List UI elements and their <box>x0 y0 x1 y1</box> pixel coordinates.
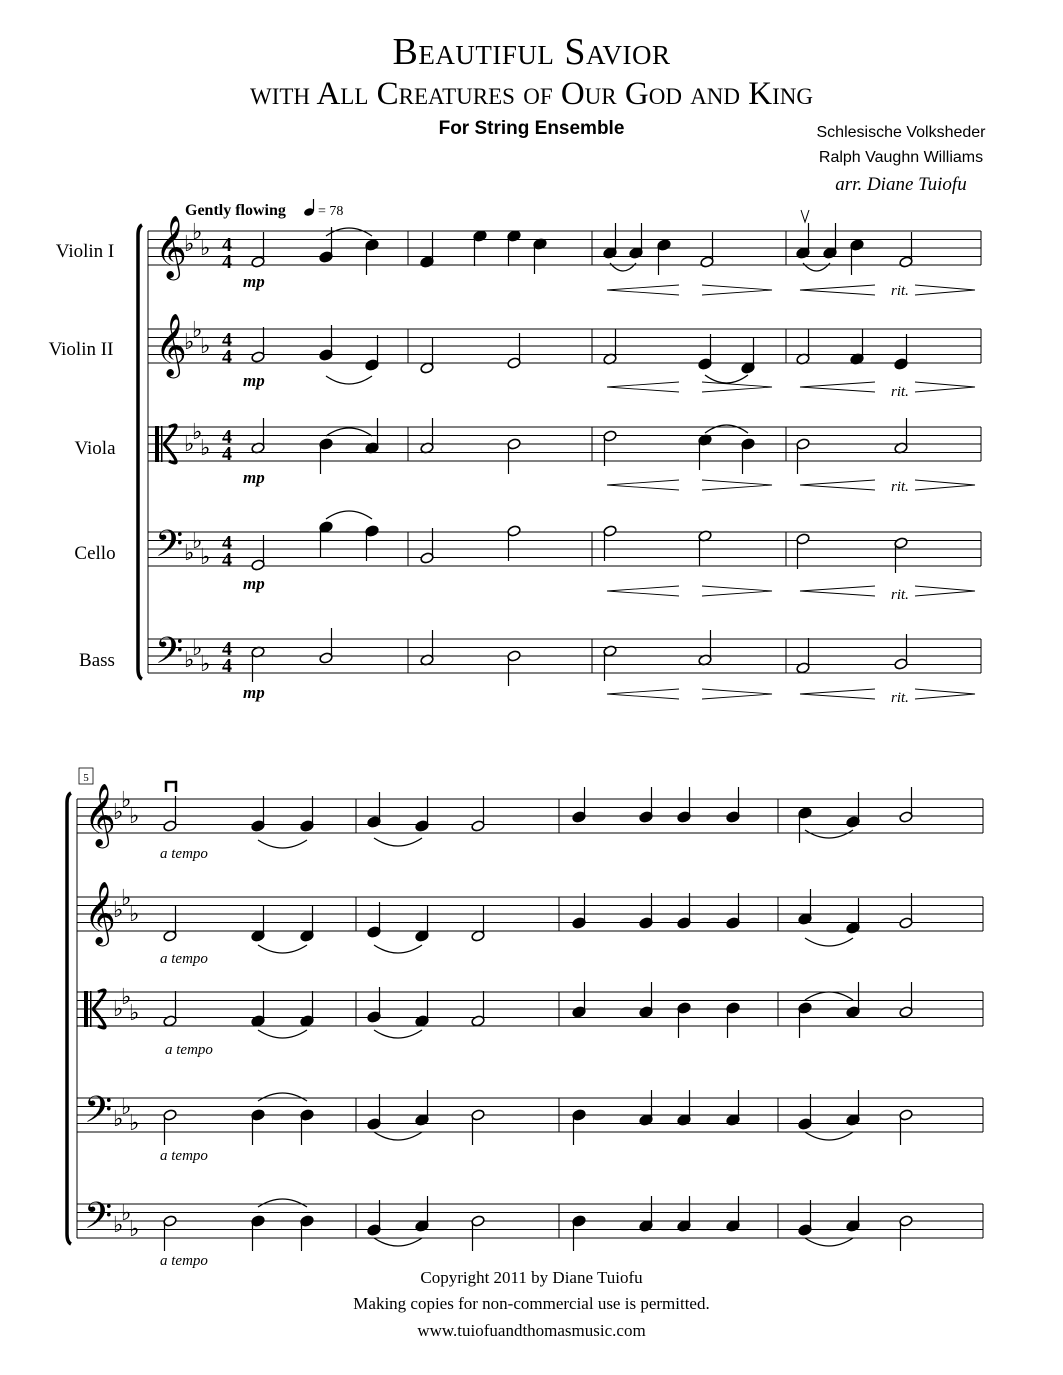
flat-icon: ♭ <box>192 219 203 244</box>
ritardando-mark: rit. <box>891 384 909 400</box>
dynamic-mp: mp <box>243 574 265 593</box>
slur <box>326 376 372 384</box>
piece-title: Beautiful Savior <box>392 31 671 73</box>
flat-icon: ♭ <box>129 1216 140 1241</box>
composer-credit-1: Schlesische Volksheder <box>816 124 986 141</box>
a-tempo-mark: a tempo <box>160 1253 208 1269</box>
time-signature-top: 4 <box>222 532 232 554</box>
slur <box>374 1132 422 1140</box>
system-bracket <box>67 793 71 1244</box>
bass-clef-icon: 𝄢 <box>84 1090 113 1139</box>
bass-clef-icon: 𝄢 <box>155 631 184 680</box>
flat-icon: ♭ <box>200 651 211 676</box>
flat-icon: ♭ <box>200 544 211 569</box>
decrescendo-hairpin <box>915 382 975 392</box>
composer-credit-2: Ralph Vaughn Williams <box>818 149 984 166</box>
flat-icon: ♭ <box>121 1200 132 1225</box>
crescendo-hairpin <box>800 689 875 699</box>
dynamic-mp: mp <box>243 272 265 291</box>
ritardando-mark: rit. <box>891 690 909 706</box>
time-signature-bottom: 4 <box>222 346 232 368</box>
flat-icon: ♭ <box>121 1094 132 1119</box>
slur <box>805 938 853 946</box>
time-signature-bottom: 4 <box>222 251 232 273</box>
treble-clef-icon: 𝄞 <box>84 883 116 943</box>
time-signature-top: 4 <box>222 638 232 660</box>
flat-icon: ♭ <box>184 329 195 354</box>
crescendo-hairpin <box>607 382 679 392</box>
flat-icon: ♭ <box>184 540 195 565</box>
decrescendo-hairpin <box>702 382 772 392</box>
ritardando-mark: rit. <box>891 283 909 299</box>
slur <box>258 1199 307 1207</box>
flat-icon: ♭ <box>129 901 140 926</box>
bass-clef-icon: 𝄢 <box>84 1196 113 1245</box>
crescendo-hairpin <box>607 285 679 295</box>
treble-clef-icon: 𝄞 <box>155 217 187 277</box>
flat-icon: ♭ <box>113 996 124 1021</box>
slur <box>258 945 307 953</box>
a-tempo-mark: a tempo <box>160 846 208 862</box>
time-signature-top: 4 <box>222 426 232 448</box>
instrument-name-bass: Bass <box>79 650 115 671</box>
slur <box>374 1030 422 1038</box>
decrescendo-hairpin <box>915 586 975 596</box>
flat-icon: ♭ <box>129 1110 140 1135</box>
crescendo-hairpin <box>800 586 875 596</box>
instrument-name-violin-1: Violin I <box>55 241 115 262</box>
piece-subtitle: with All Creatures of Our God and King <box>250 76 813 112</box>
flat-icon: ♭ <box>129 803 140 828</box>
flat-icon: ♭ <box>184 231 195 256</box>
flat-icon: ♭ <box>192 419 203 444</box>
slur <box>326 428 372 436</box>
copyright-line: Copyright 2011 by Diane Tuiofu <box>420 1268 643 1287</box>
slur <box>374 838 422 846</box>
slur <box>258 840 307 848</box>
decrescendo-hairpin <box>702 285 772 295</box>
treble-clef-icon: 𝄞 <box>155 315 187 375</box>
decrescendo-hairpin <box>702 689 772 699</box>
decrescendo-hairpin <box>702 586 772 596</box>
alto-clef-icon <box>155 426 159 462</box>
bass-clef-icon: 𝄢 <box>155 524 184 573</box>
tempo-value: = 78 <box>318 204 344 219</box>
dynamic-mp: mp <box>243 371 265 390</box>
slur <box>805 1238 853 1246</box>
flat-icon: ♭ <box>192 528 203 553</box>
instrument-name-violin-2: Violin II <box>48 339 114 360</box>
slur <box>258 1030 307 1038</box>
dynamic-mp: mp <box>243 468 265 487</box>
up-bow-icon <box>801 210 809 222</box>
flat-icon: ♭ <box>113 897 124 922</box>
flat-icon: ♭ <box>121 885 132 910</box>
tempo-marking: Gently flowing <box>185 202 286 219</box>
slur <box>326 228 372 236</box>
crescendo-hairpin <box>800 480 875 490</box>
time-signature-top: 4 <box>222 329 232 351</box>
crescendo-hairpin <box>607 480 679 490</box>
ritardando-mark: rit. <box>891 479 909 495</box>
ritardando-mark: rit. <box>891 587 909 603</box>
alto-clef-icon <box>84 991 88 1027</box>
crescendo-hairpin <box>800 382 875 392</box>
a-tempo-mark: a tempo <box>160 1148 208 1164</box>
flat-icon: ♭ <box>113 1106 124 1131</box>
flat-icon: ♭ <box>184 431 195 456</box>
flat-icon: ♭ <box>200 235 211 260</box>
measure-number: 5 <box>83 772 89 784</box>
crescendo-hairpin <box>800 285 875 295</box>
flat-icon: ♭ <box>121 787 132 812</box>
time-signature-bottom: 4 <box>222 549 232 571</box>
dynamic-mp: mp <box>243 683 265 702</box>
website-link[interactable]: www.tuiofuandthomasmusic.com <box>417 1321 646 1340</box>
treble-clef-icon: 𝄞 <box>84 785 116 845</box>
arranger-credit: arr. Diane Tuiofu <box>835 174 967 195</box>
expression-marks <box>166 210 975 1246</box>
instrument-name-cello: Cello <box>74 543 116 564</box>
slur <box>803 263 830 271</box>
decrescendo-hairpin <box>915 689 975 699</box>
slur <box>374 1238 422 1246</box>
crescendo-hairpin <box>607 586 679 596</box>
slur <box>705 375 748 383</box>
ensemble-label: For String Ensemble <box>438 118 625 139</box>
system-bracket <box>138 225 142 679</box>
slur <box>610 263 636 271</box>
decrescendo-hairpin <box>915 285 975 295</box>
flat-icon: ♭ <box>113 799 124 824</box>
notes-layer <box>163 223 913 1251</box>
down-bow-icon <box>166 782 176 792</box>
alto-clef-icon <box>90 991 92 1027</box>
a-tempo-mark: a tempo <box>160 951 208 967</box>
slur <box>258 1093 307 1101</box>
slur <box>805 992 853 1000</box>
slur <box>326 511 372 519</box>
flat-icon: ♭ <box>129 1000 140 1025</box>
flat-icon: ♭ <box>121 984 132 1009</box>
slur <box>374 945 422 953</box>
permission-line: Making copies for non-commercial use is permitted. <box>353 1294 710 1313</box>
flat-icon: ♭ <box>200 435 211 460</box>
time-signature-bottom: 4 <box>222 443 232 465</box>
slur <box>805 830 853 838</box>
flat-icon: ♭ <box>184 647 195 672</box>
slur <box>705 425 748 433</box>
flat-icon: ♭ <box>192 317 203 342</box>
a-tempo-mark: a tempo <box>165 1042 213 1058</box>
flat-icon: ♭ <box>113 1212 124 1237</box>
decrescendo-hairpin <box>915 480 975 490</box>
flat-icon: ♭ <box>200 333 211 358</box>
decrescendo-hairpin <box>702 480 772 490</box>
flat-icon: ♭ <box>192 635 203 660</box>
slur <box>805 1132 853 1140</box>
alto-clef-icon <box>161 426 163 462</box>
time-signature-top: 4 <box>222 234 232 256</box>
crescendo-hairpin <box>607 689 679 699</box>
time-signature-bottom: 4 <box>222 655 232 677</box>
instrument-name-viola: Viola <box>74 438 116 459</box>
staff-lines <box>67 217 983 1245</box>
